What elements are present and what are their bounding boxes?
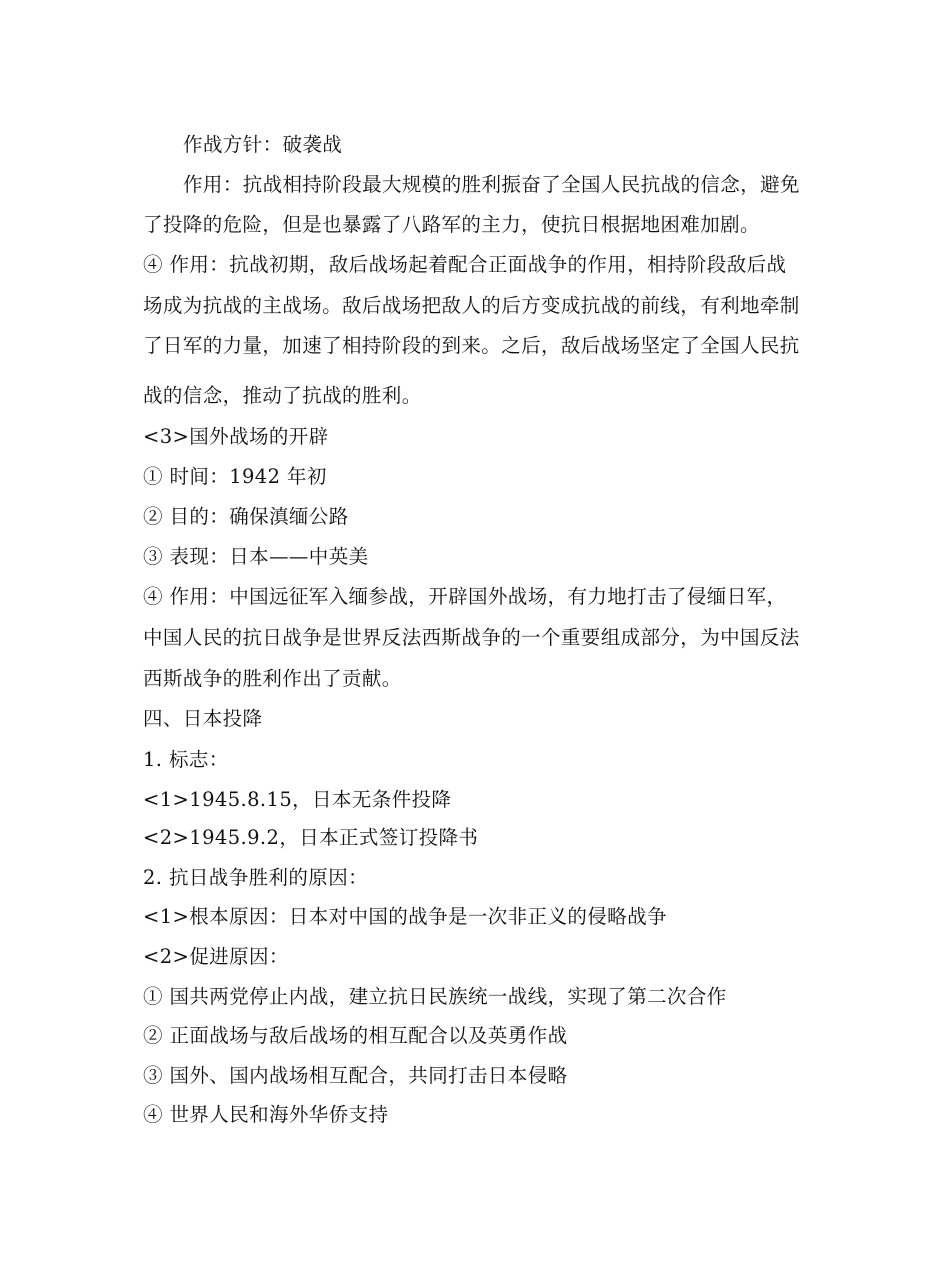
text-line: <2>1945.9.2，日本正式签订投降书	[143, 826, 479, 849]
text-line: 作战方针：破袭战	[183, 133, 343, 156]
text-line: 2. 抗日战争胜利的原因：	[143, 866, 369, 889]
text-line: ④ 作用：中国远征军入缅参战，开辟国外战场，有力地打击了侵缅日军，	[143, 585, 787, 608]
text-line: ③ 表现：日本——中英美	[143, 545, 369, 568]
text-line: 了日军的力量，加速了相持阶段的到来。之后，敌后战场坚定了全国人民抗	[143, 334, 800, 357]
text-line: 战的信念，推动了抗战的胜利。	[143, 384, 422, 407]
text-line: ③ 国外、国内战场相互配合，共同打击日本侵略	[143, 1064, 568, 1087]
text-line: ① 时间：1942 年初	[143, 465, 327, 488]
text-line: 西斯战争的胜利作出了贡献。	[143, 667, 402, 690]
text-line: <1>根本原因：日本对中国的战争是一次非正义的侵略战争	[143, 905, 667, 928]
text-line: 中国人民的抗日战争是世界反法西斯战争的一个重要组成部分，为中国反法	[143, 626, 800, 649]
text-line: 场成为抗战的主战场。敌后战场把敌人的后方变成抗战的前线，有利地牵制	[143, 294, 800, 317]
text-line: 作用：抗战相持阶段最大规模的胜利振奋了全国人民抗战的信念，避免	[183, 173, 800, 196]
text-line: <2>促进原因：	[143, 945, 289, 968]
text-line: ④ 作用：抗战初期，敌后战场起着配合正面战争的作用，相持阶段敌后战	[143, 253, 787, 276]
text-line: 了投降的危险，但是也暴露了八路军的主力，使抗日根据地困难加剧。	[143, 213, 760, 236]
text-line: 四、日本投降	[143, 707, 263, 730]
text-line: ② 目的：确保滇缅公路	[143, 505, 349, 528]
text-line: ② 正面战场与敌后战场的相互配合以及英勇作战	[143, 1024, 568, 1047]
text-line: ① 国共两党停止内战，建立抗日民族统一战线，实现了第二次合作	[143, 985, 727, 1008]
text-line: 1. 标志：	[143, 748, 229, 771]
text-line: ④ 世界人民和海外华侨支持	[143, 1103, 389, 1126]
text-line: <3>国外战场的开辟	[143, 425, 329, 448]
text-line: <1>1945.8.15，日本无条件投降	[143, 788, 452, 811]
